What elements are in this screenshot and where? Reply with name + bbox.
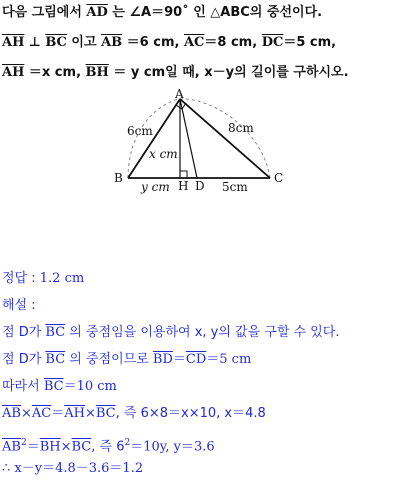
label-d: D: [195, 179, 205, 193]
segment-bc: $\overline{BC}$: [71, 439, 92, 455]
text: ×: [60, 439, 72, 455]
text: ＝: [26, 439, 40, 455]
problem-line-3: [2, 64, 349, 82]
text: ＝10 cm: [63, 379, 117, 394]
problem-line-2: [2, 34, 336, 52]
segment-ab: $\overline{AB}$: [101, 35, 123, 50]
explanation-step-3: [2, 378, 117, 396]
text: ＝8 cm,: [204, 35, 262, 50]
text: ＝5 cm,: [283, 35, 337, 50]
explanation-label: [2, 297, 36, 315]
segment-bh: $\overline{BH}$: [39, 439, 61, 455]
text: ＝: [172, 352, 186, 367]
text: ＝6 cm,: [122, 35, 184, 50]
segment-bc: $\overline{BC}$: [45, 35, 67, 50]
answer-label: 정답 :: [2, 271, 40, 286]
text: 해설 :: [2, 298, 36, 313]
explanation-step-6: [2, 460, 143, 478]
segment-cd: $\overline{CD}$: [185, 352, 207, 367]
text: ＝10y, y＝3.6: [130, 439, 215, 455]
exponent: 2: [20, 438, 27, 448]
label-b: B: [114, 171, 123, 185]
text: ＝x cm,: [24, 65, 86, 80]
text: ×: [20, 406, 32, 421]
problem-line-1: [2, 4, 322, 22]
side-ab: [128, 99, 180, 178]
segment-dc: $\overline{DC}$: [261, 35, 284, 50]
segment-bc: $\overline{BC}$: [95, 406, 116, 421]
segment-bh: $\overline{BH}$: [85, 65, 109, 80]
label-h: H: [178, 179, 189, 193]
segment-ah: $\overline{AH}$: [2, 35, 25, 50]
segment-ah: $\overline{AH}$: [2, 65, 25, 80]
segment-ab: $\overline{AB}$: [2, 439, 21, 455]
segment-ah: $\overline{AH}$: [64, 406, 85, 421]
segment-ac: $\overline{AC}$: [183, 35, 205, 50]
text: 는 ∠A＝90˚ 인 △ABC의 중선이다.: [107, 5, 323, 20]
label-a: A: [175, 88, 184, 101]
right-angle-mark: [180, 171, 187, 178]
length-ac: 8cm: [228, 121, 254, 135]
text: 이고: [66, 35, 102, 50]
text: 의 중점이므로: [65, 352, 153, 367]
text: 점 D가: [2, 325, 46, 340]
segment-bc: $\overline{BC}$: [45, 325, 66, 340]
text: 따라서: [2, 379, 44, 394]
segment-ab: $\overline{AB}$: [2, 406, 21, 421]
segment-ac: $\overline{AC}$: [31, 406, 52, 421]
text: , 즉 6: [91, 439, 125, 455]
text: ⊥: [24, 35, 46, 50]
length-bh: y cm: [141, 180, 170, 194]
explanation-step-2: [2, 351, 251, 369]
answer-line: [2, 270, 84, 288]
text: ＝ y cm일 때, x－y의 길이를 구하시오.: [108, 65, 349, 80]
segment-ad: $\overline{AD}$: [86, 5, 108, 20]
text: ×: [84, 406, 96, 421]
text: ＝5 cm: [206, 352, 252, 367]
length-ab: 6cm: [127, 124, 153, 138]
text: ＝: [51, 406, 65, 421]
segment-bc: $\overline{BC}$: [45, 352, 66, 367]
text: 점 D가: [2, 352, 46, 367]
segment-bd: $\overline{BD}$: [152, 352, 173, 367]
exponent: 2: [124, 438, 131, 448]
label-c: C: [274, 171, 284, 185]
explanation-step-4: [2, 405, 266, 423]
triangle-figure: [0, 88, 400, 203]
text: , 즉 6×8＝x×10, x＝4.8: [115, 406, 266, 421]
text: 다음 그림에서: [2, 5, 87, 20]
answer-value: 1.2 cm: [39, 271, 85, 286]
side-ac: [180, 99, 270, 178]
explanation-step-5: [2, 434, 215, 456]
text: 의 중점임을 이용하여 x, y의 값을 구할 수 있다.: [65, 325, 340, 340]
length-dc: 5cm: [222, 180, 248, 194]
length-ah: x cm: [149, 147, 178, 161]
segment-bc: $\overline{BC}$: [43, 379, 64, 394]
explanation-step-1: [2, 324, 340, 342]
text: ∴ x－y＝4.8－3.6＝1.2: [2, 461, 144, 476]
circumcircle-arc: [128, 99, 270, 178]
